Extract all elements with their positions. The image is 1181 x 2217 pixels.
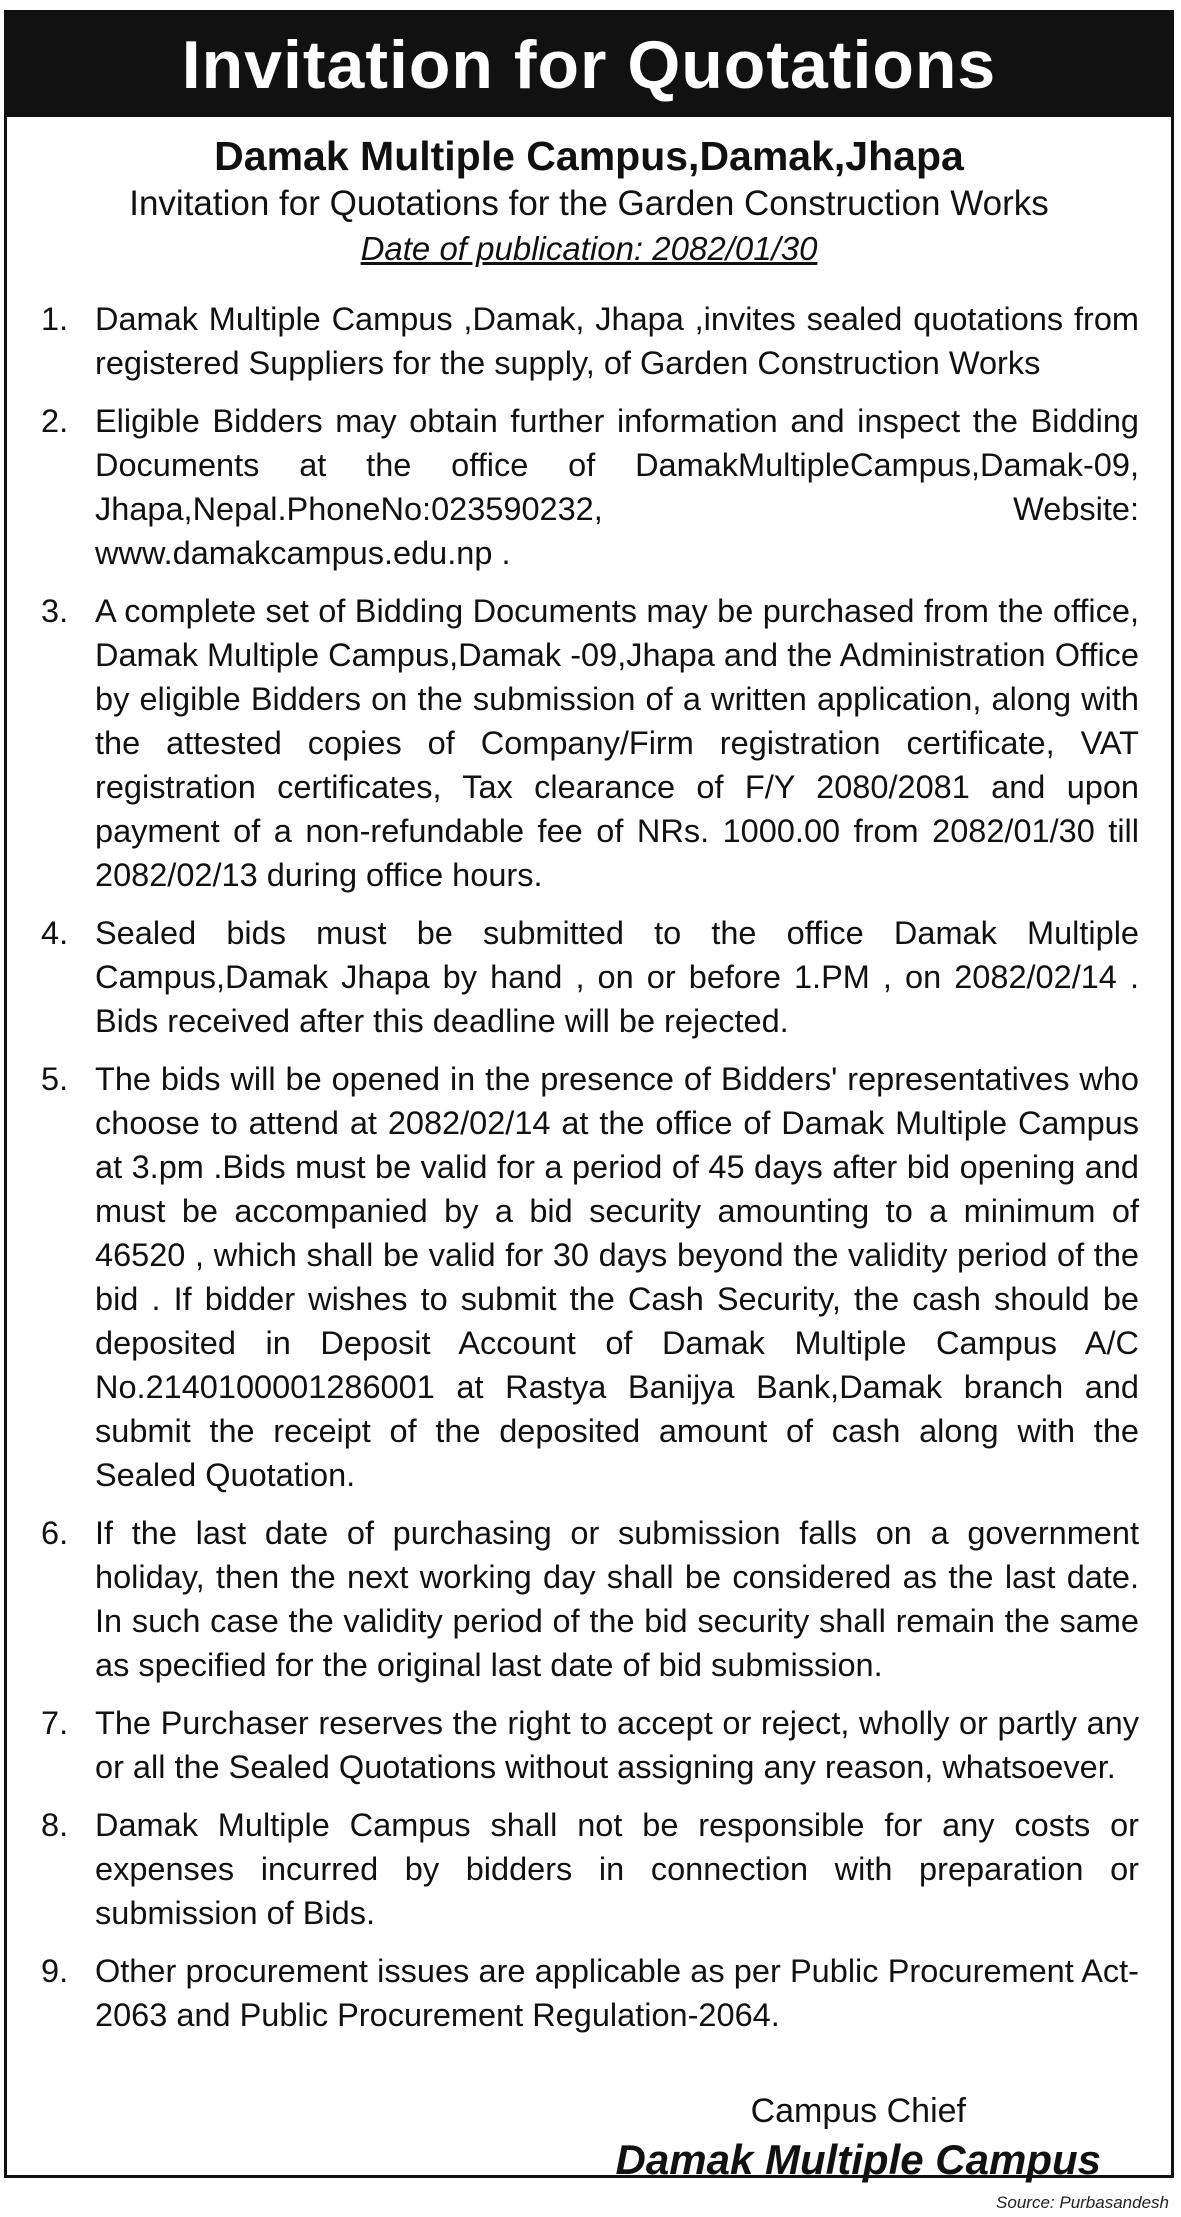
item-number: 6. xyxy=(41,1515,69,1551)
item-text: Other procurement issues are applicable as per Public Procurement Act-2063 and Public Procurement Regulation-2064. xyxy=(95,1953,1139,2033)
item-text: A complete set of Bidding Documents may be purchased from the office, Damak Multiple Campus,Damak -09,Jhapa and the Administration Office by eligible Bidders on the submission of a written application, along with the attested copies of Company/Firm registration certificate, VAT registration certificates, Tax clearance of F/Y 2080/2081 and upon payment of a non-refundable fee of NRs. 1000.00 from 2082/01/30 till 2082/02/13 during office hours. xyxy=(95,593,1139,893)
organization-name: Damak Multiple Campus,Damak,Jhapa xyxy=(214,133,964,179)
item-text: Eligible Bidders may obtain further information and inspect the Bidding Documents at the office of DamakMultipleCampus,Damak-09, Jhapa,Nepal.PhoneNo:023590232, Website: www.damakcampus.edu.np . xyxy=(95,403,1139,571)
item-number: 3. xyxy=(41,593,69,629)
item-text: The bids will be opened in the presence of Bidders' representatives who choose to attend at 2082/02/14 at the office of Damak Multiple Campus at 3.pm .Bids must be valid for a period of 45 days after bid opening and must be accompanied by a bid security amounting to a minimum of 46520 , which shall be valid for 30 days beyond the validity period of the bid . If bidder wishes to submit the Cash Security, the cash should be deposited in Deposit Account of Damak Multiple Campus A/C No.2140100001286001 at Rastya Banijya Bank,Damak branch and submit the receipt of the deposited amount of cash along with the Sealed Quotation. xyxy=(95,1061,1139,1493)
item-text: If the last date of purchasing or submission falls on a government holiday, then the next working day shall be considered as the last date. In such case the validity period of the bid security shall remain the same as specified for the original last date of bid submission. xyxy=(95,1515,1139,1683)
item-number: 9. xyxy=(41,1953,69,1989)
notice-header xyxy=(7,131,1171,271)
list-item xyxy=(41,589,1139,897)
item-text: Damak Multiple Campus ,Damak, Jhapa ,invites sealed quotations from registered Suppliers for the supply, of Garden Construction Works xyxy=(95,301,1139,381)
list-item xyxy=(41,297,1139,385)
item-number: 8. xyxy=(41,1807,69,1843)
list-item xyxy=(41,1803,1139,1935)
quotation-notice xyxy=(4,10,1174,2183)
item-number: 7. xyxy=(41,1705,69,1741)
item-number: 5. xyxy=(41,1061,69,1097)
signature-block xyxy=(616,2088,1101,2186)
conditions-list xyxy=(41,297,1139,2051)
signatory-role: Campus Chief xyxy=(750,2092,966,2130)
list-item xyxy=(41,399,1139,575)
item-number: 1. xyxy=(41,301,69,337)
list-item xyxy=(41,1701,1139,1789)
signatory-campus: Damak Multiple Campus xyxy=(615,2136,1101,2183)
item-number: 4. xyxy=(41,915,69,951)
item-text: The Purchaser reserves the right to accept or reject, wholly or partly any or all the Sealed Quotations without assigning any reason, whatsoever. xyxy=(95,1705,1139,1785)
notice-subject: Invitation for Quotations for the Garden Construction Works xyxy=(129,184,1049,223)
list-item xyxy=(41,1057,1139,1497)
item-text: Sealed bids must be submitted to the office Damak Multiple Campus,Damak Jhapa by hand , on or before 1.PM , on 2082/02/14 . Bids received after this deadline will be rejected. xyxy=(95,915,1139,1039)
list-item xyxy=(41,911,1139,1043)
banner-title: Invitation for Quotations xyxy=(7,13,1171,117)
item-text: Damak Multiple Campus shall not be responsible for any costs or expenses incurred by bidders in connection with preparation or submission of Bids. xyxy=(95,1807,1139,1931)
publication-date: Date of publication: 2082/01/30 xyxy=(360,230,818,267)
item-number: 2. xyxy=(41,403,69,439)
list-item xyxy=(41,1511,1139,1687)
source-credit: Source: Purbasandesh xyxy=(996,2193,1169,2212)
list-item xyxy=(41,1949,1139,2037)
